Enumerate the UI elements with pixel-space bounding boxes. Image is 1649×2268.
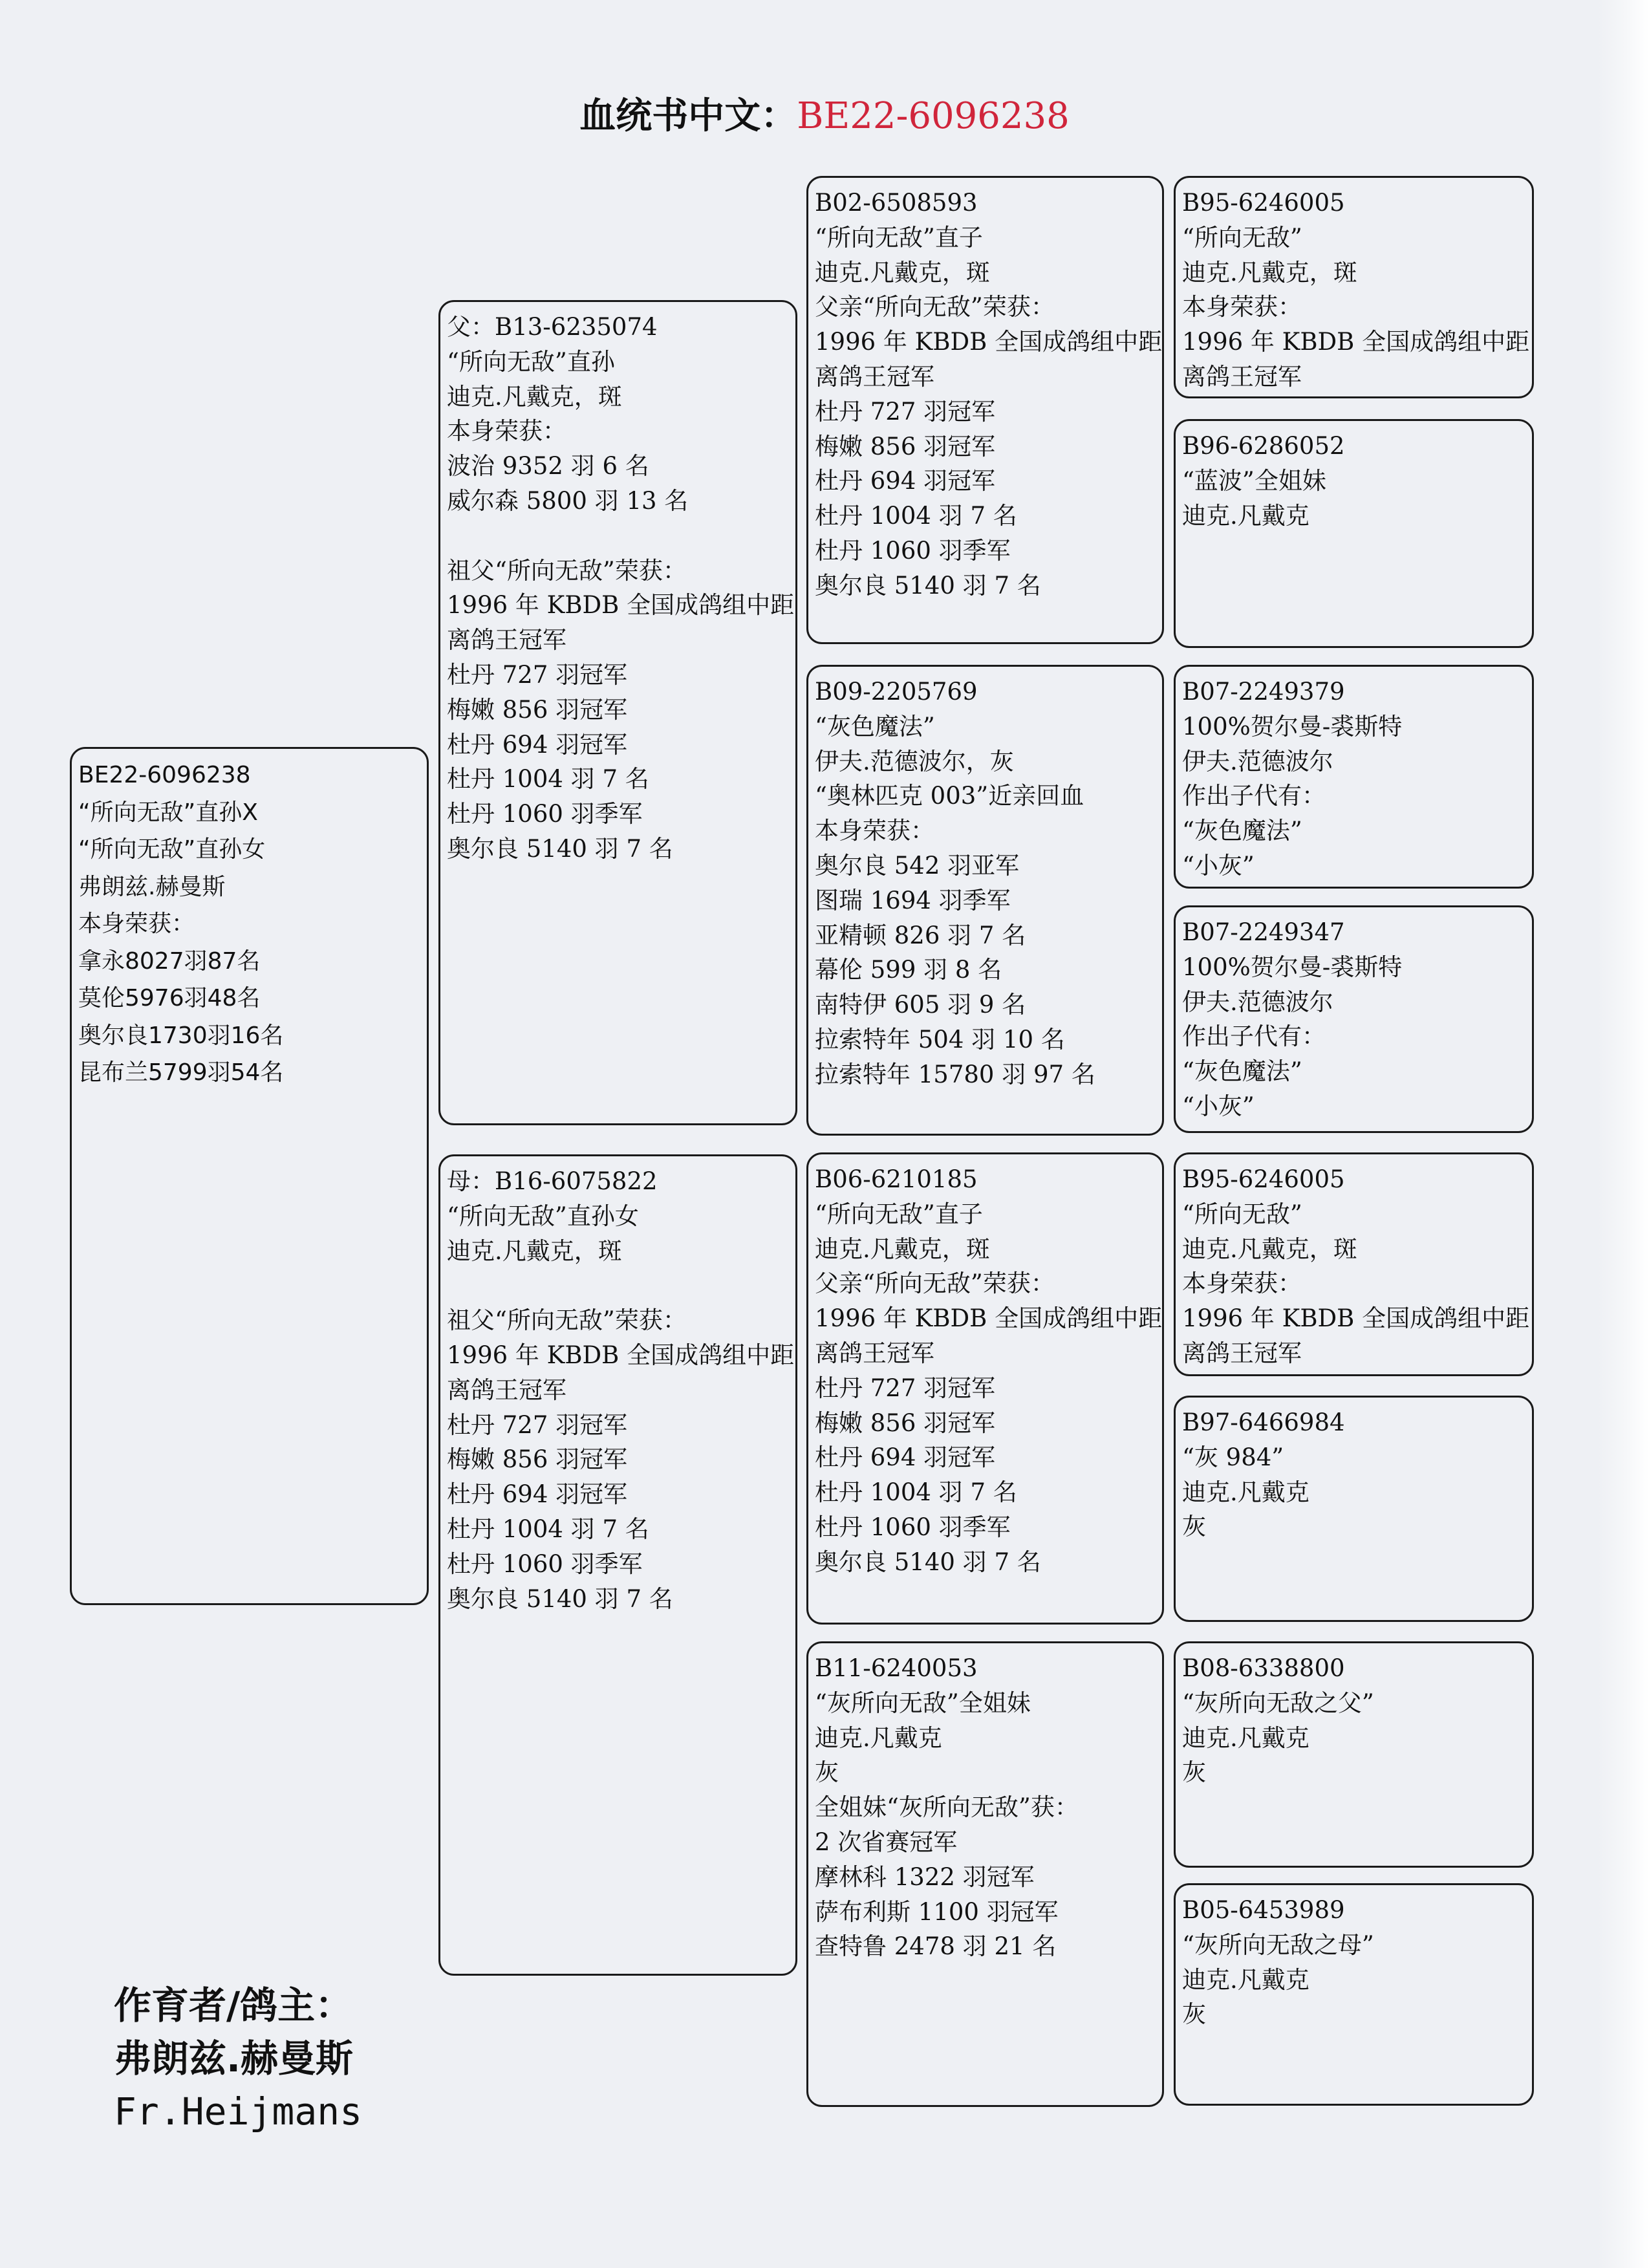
ring-number: B95-6246005 <box>1182 1165 1345 1193</box>
pedigree-line: 拿永8027羽87名 <box>78 947 261 975</box>
pedigree-line: 杜丹 1004 羽 7 名 <box>447 1515 649 1543</box>
pedigree-line: 离鸽王冠军 <box>815 1339 934 1367</box>
pedigree-line: 伊夫.范德波尔 <box>1182 988 1333 1016</box>
page-edge-shadow <box>1597 0 1649 2268</box>
pedigree-line: 迪克.凡戴克，斑 <box>447 1237 622 1265</box>
subject-pigeon-card <box>70 747 429 1605</box>
ring-number: B05-6453989 <box>1182 1896 1345 1924</box>
breeder-name-chinese: 弗朗兹.赫曼斯 <box>114 2036 354 2080</box>
pedigree-line: 1996 年 KBDB 全国成鸽组中距 <box>447 1341 795 1369</box>
pedigree-line: 1996 年 KBDB 全国成鸽组中距 <box>447 591 795 620</box>
pedigree-line: 拉索特年 504 羽 10 名 <box>815 1025 1065 1053</box>
great-grandparent-card-3 <box>1174 665 1534 889</box>
ring-number: BE22-6096238 <box>78 762 251 788</box>
pedigree-line <box>447 519 789 554</box>
pedigree-line: 离鸽王冠军 <box>447 626 566 654</box>
pedigree-line: 杜丹 694 羽冠军 <box>815 467 996 495</box>
pedigree-line: 图瑞 1694 羽季军 <box>815 886 1011 914</box>
pedigree-line: 父亲“所向无敌”荣获： <box>815 293 1055 321</box>
pedigree-line: 迪克.凡戴克，斑 <box>815 1235 990 1263</box>
pedigree-line: “所向无敌” <box>1182 1200 1302 1228</box>
great-grandparent-card-6 <box>1174 1396 1534 1622</box>
pedigree-line: 100%贺尔曼-裘斯特 <box>1182 953 1403 981</box>
pedigree-line: “奥林匹克 003”近亲回血 <box>815 782 1084 810</box>
pedigree-line: 本身荣获： <box>78 911 195 937</box>
pedigree-line: “灰色魔法” <box>1182 1057 1302 1086</box>
pedigree-line: “小灰” <box>1182 851 1255 880</box>
pedigree-line: 幕伦 599 羽 8 名 <box>815 956 1002 984</box>
pedigree-line: 梅嫩 856 羽冠军 <box>447 695 628 724</box>
pedigree-line: 杜丹 1004 羽 7 名 <box>447 765 649 794</box>
pedigree-line: “灰色魔法” <box>1182 817 1302 845</box>
pedigree-line: 杜丹 727 羽冠军 <box>815 1374 996 1402</box>
ring-number: B09-2205769 <box>815 678 978 706</box>
sire-dam-card <box>806 665 1164 1136</box>
pedigree-line: “灰所向无敌之母” <box>1182 1930 1374 1959</box>
breeder-block <box>114 1979 362 2138</box>
pedigree-line: 祖父“所向无敌”荣获： <box>447 556 687 585</box>
pedigree-line: 波治 9352 羽 6 名 <box>447 452 649 481</box>
pedigree-line: 离鸽王冠军 <box>815 362 934 391</box>
pedigree-line <box>447 1268 789 1303</box>
breeder-label: 作育者/鸽主： <box>114 1983 353 2027</box>
pedigree-line: 萨布利斯 1100 羽冠军 <box>815 1897 1059 1926</box>
pedigree-line: 作出子代有： <box>1182 1022 1326 1051</box>
page-title <box>0 87 1649 146</box>
pedigree-line: 杜丹 1004 羽 7 名 <box>815 1478 1017 1507</box>
dam-card <box>438 1154 797 1976</box>
pedigree-line: 杜丹 694 羽冠军 <box>447 1480 628 1509</box>
ring-number: B02-6508593 <box>815 189 978 217</box>
pedigree-line: 全姐妹“灰所向无敌”获： <box>815 1793 1079 1822</box>
pedigree-line: 杜丹 727 羽冠军 <box>815 397 996 426</box>
pedigree-line: 杜丹 1060 羽季军 <box>815 1513 1011 1541</box>
ring-number: B97-6466984 <box>1182 1409 1345 1436</box>
pedigree-line: 迪克.凡戴克 <box>1182 501 1310 530</box>
ring-number: 母：B16-6075822 <box>447 1167 658 1195</box>
pedigree-line: 亚精顿 826 羽 7 名 <box>815 921 1026 949</box>
pedigree-line: 杜丹 1060 羽季军 <box>447 800 643 828</box>
pedigree-line: 本身荣获： <box>447 417 566 446</box>
pedigree-line: 杜丹 727 羽冠军 <box>447 660 628 689</box>
pedigree-line: 灰 <box>1182 2000 1206 2029</box>
pedigree-line: 1996 年 KBDB 全国成鸽组中距 <box>815 328 1163 356</box>
sire-sire-card <box>806 176 1164 644</box>
great-grandparent-card-8 <box>1174 1883 1534 2106</box>
pedigree-line: “灰所向无敌之父” <box>1182 1689 1374 1717</box>
pedigree-line: “所向无敌”直孙 <box>447 347 615 376</box>
pedigree-line: 祖父“所向无敌”荣获： <box>447 1306 687 1335</box>
pedigree-line: 杜丹 694 羽冠军 <box>447 730 628 759</box>
pedigree-line: 迪克.凡戴克，斑 <box>1182 1235 1357 1263</box>
pedigree-line: 奥尔良1730羽16名 <box>78 1022 284 1049</box>
pedigree-line: 奥尔良 5140 羽 7 名 <box>447 1584 673 1613</box>
pedigree-line: 本身荣获： <box>1182 293 1302 321</box>
pedigree-line: “所向无敌”直子 <box>815 223 983 252</box>
breeder-name-english: Fr.Heijmans <box>114 2090 363 2133</box>
pedigree-line: 父亲“所向无敌”荣获： <box>815 1269 1055 1298</box>
pedigree-line: 离鸽王冠军 <box>1182 1339 1302 1367</box>
pedigree-line: 威尔森 5800 羽 13 名 <box>447 486 689 515</box>
pedigree-line: 弗朗兹.赫曼斯 <box>78 873 226 900</box>
pedigree-line: 离鸽王冠军 <box>1182 362 1302 391</box>
pedigree-line: 查特鲁 2478 羽 21 名 <box>815 1932 1057 1961</box>
ring-number: B96-6286052 <box>1182 432 1345 460</box>
pedigree-line: 本身荣获： <box>815 817 934 845</box>
pedigree-line: “灰所向无敌”全姐妹 <box>815 1689 1031 1717</box>
pedigree-line: “灰 984” <box>1182 1443 1284 1471</box>
ring-number: B07-2249347 <box>1182 918 1345 946</box>
pedigree-line: 离鸽王冠军 <box>447 1376 566 1404</box>
ring-number: B06-6210185 <box>815 1165 978 1193</box>
pedigree-line: “所向无敌”直孙女 <box>447 1202 639 1230</box>
pedigree-line: 梅嫩 856 羽冠军 <box>447 1445 628 1474</box>
sire-card <box>438 300 797 1125</box>
ring-number: B08-6338800 <box>1182 1654 1345 1682</box>
pedigree-line: 南特伊 605 羽 9 名 <box>815 991 1026 1019</box>
pedigree-line: 奥尔良 5140 羽 7 名 <box>815 1548 1041 1576</box>
pedigree-line: 迪克.凡戴克，斑 <box>815 258 990 286</box>
ring-number: B11-6240053 <box>815 1654 978 1682</box>
pedigree-line: 伊夫.范德波尔 <box>1182 747 1333 775</box>
pedigree-line: “所向无敌”直子 <box>815 1200 983 1228</box>
pedigree-line: “所向无敌”直孙X <box>78 799 258 826</box>
ring-number: B07-2249379 <box>1182 678 1345 706</box>
great-grandparent-card-4 <box>1174 905 1534 1133</box>
pedigree-line: “所向无敌”直孙女 <box>78 836 266 863</box>
pedigree-line: “小灰” <box>1182 1092 1255 1120</box>
great-grandparent-card-1 <box>1174 176 1534 398</box>
pedigree-line: 1996 年 KBDB 全国成鸽组中距 <box>815 1304 1163 1333</box>
great-grandparent-card-5 <box>1174 1152 1534 1376</box>
pedigree-line: 100%贺尔曼-裘斯特 <box>1182 712 1403 740</box>
pedigree-line: “灰色魔法” <box>815 712 935 740</box>
pedigree-line: 1996 年 KBDB 全国成鸽组中距 <box>1182 328 1530 356</box>
pedigree-line: 奥尔良 5140 羽 7 名 <box>447 834 673 863</box>
pedigree-line: 作出子代有： <box>1182 782 1326 810</box>
pedigree-line: 迪克.凡戴克 <box>1182 1723 1310 1752</box>
pedigree-line: 2 次省赛冠军 <box>815 1828 958 1856</box>
great-grandparent-card-7 <box>1174 1641 1534 1868</box>
pedigree-line: 杜丹 1004 羽 7 名 <box>815 502 1017 530</box>
pedigree-line: 奥尔良 5140 羽 7 名 <box>815 571 1041 599</box>
pedigree-line: 梅嫩 856 羽冠军 <box>815 432 996 460</box>
ring-number: B95-6246005 <box>1182 189 1345 217</box>
pedigree-line: 昆布兰5799羽54名 <box>78 1059 284 1086</box>
title-label: 血统书中文： <box>579 95 797 137</box>
pedigree-line: 杜丹 727 羽冠军 <box>447 1410 628 1439</box>
pedigree-line: “蓝波”全姐妹 <box>1182 466 1326 495</box>
pedigree-line: 灰 <box>1182 1513 1206 1541</box>
pedigree-line: 迪克.凡戴克 <box>1182 1965 1310 1994</box>
great-grandparent-card-2 <box>1174 419 1534 648</box>
pedigree-line: 杜丹 1060 羽季军 <box>447 1550 643 1578</box>
pedigree-line: 杜丹 1060 羽季军 <box>815 536 1011 565</box>
pedigree-line: 灰 <box>1182 1758 1206 1787</box>
pedigree-line: 拉索特年 15780 羽 97 名 <box>815 1060 1095 1088</box>
pedigree-line: 迪克.凡戴克，斑 <box>1182 258 1357 286</box>
pedigree-line: 迪克.凡戴克 <box>815 1723 942 1752</box>
pedigree-line: 灰 <box>815 1758 839 1787</box>
pedigree-line: 伊夫.范德波尔，灰 <box>815 747 1014 775</box>
dam-dam-card <box>806 1641 1164 2107</box>
pedigree-line: 摩林科 1322 羽冠军 <box>815 1863 1035 1891</box>
pedigree-line: 1996 年 KBDB 全国成鸽组中距 <box>1182 1304 1530 1333</box>
pedigree-line: “所向无敌” <box>1182 223 1302 252</box>
pedigree-line: 杜丹 694 羽冠军 <box>815 1443 996 1472</box>
pedigree-line: 奥尔良 542 羽亚军 <box>815 851 1020 880</box>
pedigree-line: 莫伦5976羽48名 <box>78 985 261 1011</box>
title-ring-number: BE22-6096238 <box>797 95 1070 137</box>
pedigree-line: 本身荣获： <box>1182 1269 1302 1298</box>
pedigree-line: 梅嫩 856 羽冠军 <box>815 1409 996 1437</box>
pedigree-line: 迪克.凡戴克 <box>1182 1478 1310 1506</box>
ring-number: 父：B13-6235074 <box>447 313 658 341</box>
pedigree-line: 迪克.凡戴克，斑 <box>447 382 622 411</box>
dam-sire-card <box>806 1152 1164 1625</box>
